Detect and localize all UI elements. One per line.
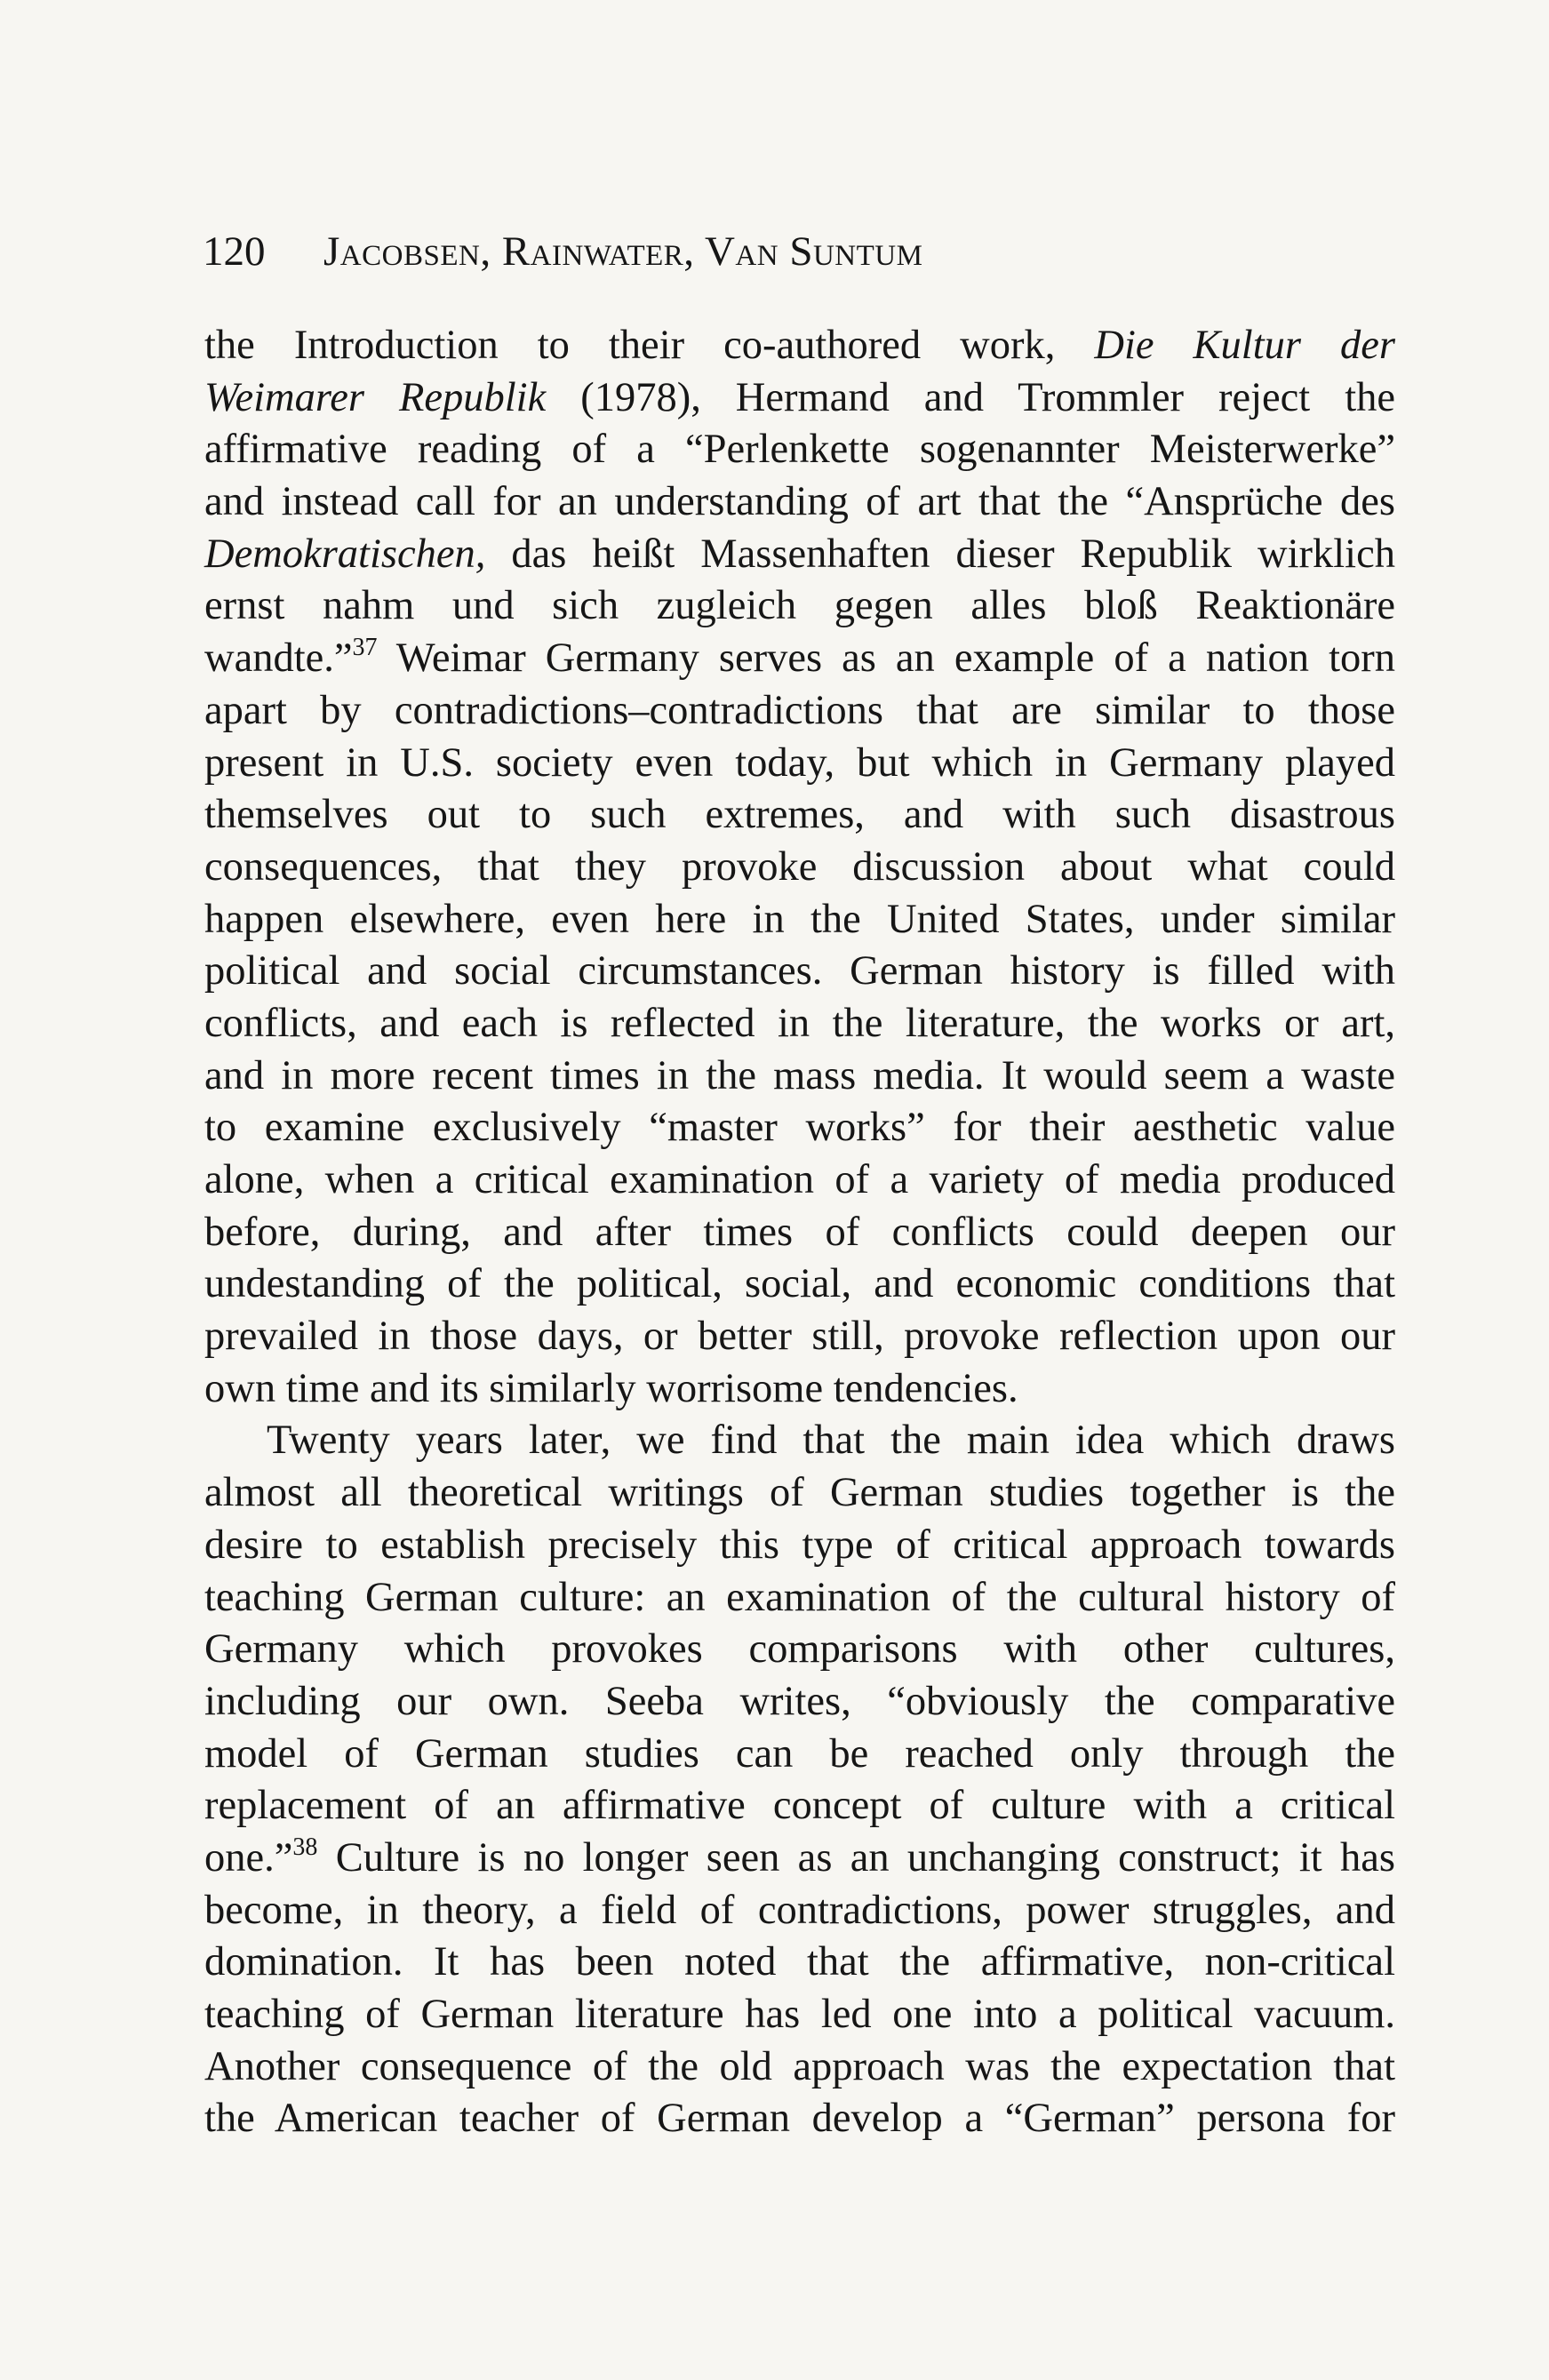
text-span: Weimar Germany serves as an example of a nation torn: [377, 635, 1395, 682]
text-line: [204, 1050, 1395, 1103]
text-line: [204, 2093, 1395, 2145]
text-span: apart by contradictions–contradictions that are similar to those: [204, 687, 1395, 733]
text-line: [204, 1624, 1395, 1676]
text-line: [204, 1415, 1395, 1467]
text-line: [204, 946, 1395, 998]
text-span: happen elsewhere, even here in the United States, under similar: [204, 896, 1395, 942]
text-line: [204, 894, 1395, 946]
text-span: teaching German culture: an examination of the cultural history of: [204, 1574, 1395, 1620]
text-line: [204, 1311, 1395, 1363]
text-span: das heißt Massenhaften dieser Republik wirklich: [485, 531, 1395, 577]
text-line: [204, 424, 1395, 476]
text-line: [204, 2041, 1395, 2094]
italic-text: Die Kultur der: [1094, 323, 1395, 368]
text-span: political and social circumstances. German history is filled with: [204, 948, 1395, 994]
footnote-ref: 38: [292, 1833, 318, 1861]
text-span: Another consequence of the old approach was the expectation that: [204, 2043, 1395, 2089]
text-span: to examine exclusively “master works” for their aesthetic value: [204, 1105, 1395, 1151]
text-span: model of German studies can be reached only through the: [204, 1730, 1395, 1777]
text-span: wandte.”: [204, 635, 353, 682]
text-span: the American teacher of German develop a “German” persona for: [204, 2096, 1395, 2142]
text-line: [204, 529, 1395, 581]
text-line: [204, 738, 1395, 790]
text-span: (1978), Hermand and Trommler reject the: [546, 374, 1396, 420]
page-number: 120: [203, 228, 266, 275]
text-line: [204, 1207, 1395, 1259]
text-span: conflicts, and each is reflected in the literature, the works or art,: [204, 1000, 1395, 1046]
text-line: [204, 580, 1395, 633]
italic-text: Weimarer Republik: [204, 374, 547, 420]
italic-text: Demokratischen,: [204, 531, 486, 577]
text-span: consequences, that they provoke discussion about what could: [204, 843, 1395, 890]
text-span: desire to establish precisely this type of critical approach towards: [204, 1521, 1395, 1568]
text-span: almost all theoretical writings of German studies together is the: [204, 1470, 1395, 1516]
text-span: become, in theory, a field of contradictions, power struggles, and: [204, 1887, 1395, 1933]
text-line: [204, 842, 1395, 894]
body-text: [204, 320, 1395, 2145]
text-line: [204, 633, 1395, 685]
running-title: Jacobsen, Rainwater, Van Suntum: [323, 228, 923, 275]
text-span: present in U.S. society even today, but which in Germany played: [204, 739, 1395, 786]
footnote-ref: 37: [352, 634, 378, 662]
text-span: domination. It has been noted that the affirmative, non-critical: [204, 1939, 1395, 1985]
text-span: the Introduction to their co-authored work,: [204, 323, 1095, 368]
text-span: teaching of German literature has led one into a political vacuum.: [204, 1992, 1395, 2037]
text-line: [204, 1780, 1395, 1833]
text-line: [204, 1467, 1395, 1520]
running-head: [203, 220, 1393, 283]
text-line: [204, 1676, 1395, 1729]
text-line: [204, 1520, 1395, 1572]
text-span: before, during, and after times of conflicts could deepen our: [204, 1209, 1395, 1255]
text-span: replacement of an affirmative concept of culture with a critical: [204, 1783, 1395, 1829]
text-span: affirmative reading of a “Perlenkette sogenannter Meisterwerke”: [204, 427, 1395, 473]
text-span: including our own. Seeba writes, “obviously the comparative: [204, 1678, 1395, 1724]
text-line: [204, 1885, 1395, 1937]
text-span: and instead call for an understanding of art that the “Ansprüche des: [204, 479, 1395, 525]
text-line: [204, 998, 1395, 1050]
text-span: prevailed in those days, or better still, provoke reflection upon our: [204, 1314, 1395, 1360]
text-line: [204, 1572, 1395, 1625]
text-span: one.”: [204, 1834, 293, 1881]
text-line: [204, 1989, 1395, 2041]
text-span: undestanding of the political, social, and economic conditions that: [204, 1261, 1395, 1307]
text-span: themselves out to such extremes, and with such disastrous: [204, 792, 1395, 838]
text-line: [204, 1154, 1395, 1207]
text-line: [204, 1833, 1395, 1885]
text-span: own time and its similarly worrisome tendencies.: [204, 1365, 1018, 1411]
text-line: [204, 1363, 1395, 1416]
text-line: [204, 1937, 1395, 1989]
text-line: [204, 372, 1395, 425]
text-span: Twenty years later, we find that the main idea which draws: [267, 1418, 1395, 1464]
text-span: Germany which provokes comparisons with other cultures,: [204, 1626, 1395, 1673]
text-span: alone, when a critical examination of a variety of media produced: [204, 1157, 1395, 1202]
text-line: [204, 1102, 1395, 1154]
text-line: [204, 320, 1395, 372]
text-line: [204, 476, 1395, 529]
text-line: [204, 685, 1395, 738]
text-line: [204, 789, 1395, 842]
text-span: and in more recent times in the mass media. It would seem a waste: [204, 1052, 1395, 1098]
text-span: ernst nahm und sich zugleich gegen alles bloß Reaktionäre: [204, 583, 1395, 629]
text-span: Culture is no longer seen as an unchanging construct; it has: [317, 1834, 1395, 1881]
text-line: [204, 1729, 1395, 1781]
text-line: [204, 1258, 1395, 1311]
